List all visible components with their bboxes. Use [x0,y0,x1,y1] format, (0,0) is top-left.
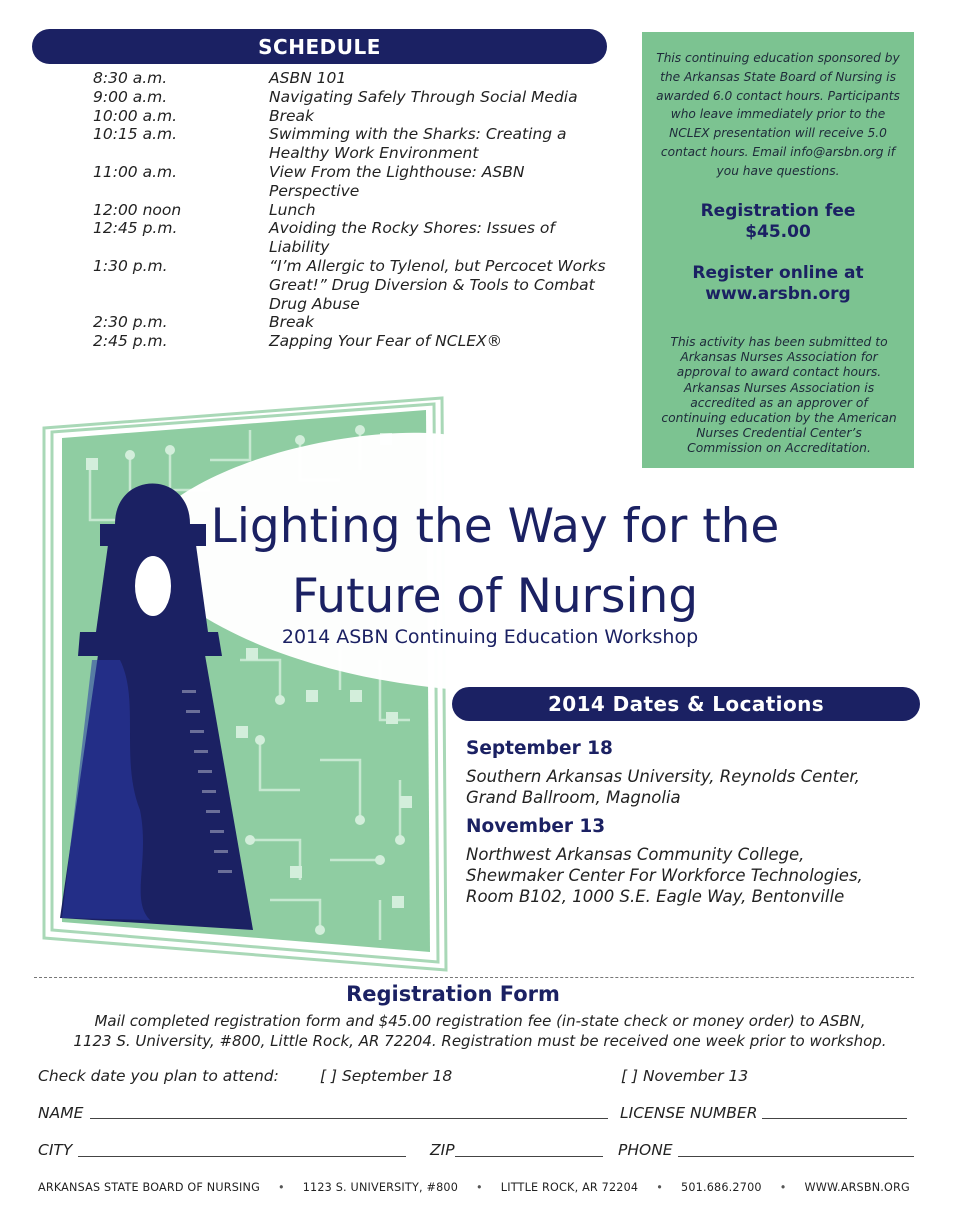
title-line-1: Lighting the Way for the [210,499,780,554]
license-number-field[interactable] [762,1117,907,1119]
event-location-line: Shewmaker Center For Workforce Technologies, [466,866,863,885]
form-title: Registration Form [346,982,560,1006]
schedule-time: 8:30 a.m. [93,69,168,87]
register-link[interactable]: www.arsbn.org [705,284,851,304]
phone-label: PHONE [618,1141,673,1159]
schedule-item [93,313,613,332]
schedule-header: SCHEDULE [32,29,607,64]
schedule-time: 12:45 p.m. [93,219,178,238]
name-label: NAME [38,1104,84,1122]
dates-header: 2014 Dates & Locations [452,687,920,721]
page-title [200,492,790,632]
event-date: September 18 [466,738,613,759]
event-location-line: Northwest Arkansas Community College, [466,845,805,864]
checkbox-september-18[interactable]: [ ] September 18 [320,1067,453,1085]
schedule-title: Zapping Your Fear of NCLEX® [269,332,503,351]
schedule-item [93,201,613,220]
event-location-line: Southern Arkansas University, Reynolds Center, [466,767,860,786]
footer-separator: • [277,1181,285,1194]
event-location-line: Grand Ballroom, Magnolia [466,788,681,807]
schedule-title: Navigating Safely Through Social Media [269,87,578,106]
footer-city: LITTLE ROCK, AR 72204 [500,1181,639,1194]
license-label: LICENSE NUMBER [620,1104,758,1122]
schedule-time: 11:00 a.m. [93,162,178,181]
schedule-item [93,332,613,351]
zip-field[interactable] [455,1155,603,1157]
phone-field[interactable] [678,1155,914,1157]
event-location [466,766,926,808]
form-instructions-line: 1123 S. University, #800, Little Rock, AR 72204. Registration must be received one week prior to workshop. [73,1031,887,1050]
event-date: November 13 [466,816,606,837]
form-instructions-line: Mail completed registration form and $45.00 registration fee (in-state check or money order) to ASBN, [94,1012,866,1030]
fee-amount: $45.00 [745,222,811,242]
city-label: CITY [38,1141,73,1159]
schedule-time: 10:15 a.m. [93,125,178,144]
title-line-2: Future of Nursing [291,569,699,624]
footer-address: 1123 S. UNIVERSITY, #800 [302,1181,459,1194]
schedule-item [93,219,613,257]
footer-separator: • [656,1181,664,1194]
schedule-time: 12:00 noon [93,200,182,219]
footer [38,1181,910,1194]
fee-label: Registration fee [700,201,856,221]
schedule-list [93,69,613,351]
event-location-line: Room B102, 1000 S.E. Eagle Way, Bentonville [466,887,845,906]
schedule-item [93,163,613,201]
page-subtitle: 2014 ASBN Continuing Education Workshop [281,626,699,648]
schedule-title: “I’m Allergic to Tylenol, but Percocet Works Great!” Drug Diversion & Tools to Combat Drug Abuse [269,256,606,313]
event-list [466,738,926,907]
schedule-time: 9:00 a.m. [93,87,168,106]
footer-org: ARKANSAS STATE BOARD OF NURSING [38,1181,260,1194]
cut-line [34,977,914,978]
schedule-item [93,257,613,313]
schedule-item [93,125,613,163]
footer-separator: • [779,1181,787,1194]
register-label: Register online at [692,263,864,283]
accreditation-text: This activity has been submitted to Arkansas Nurses Association for approval to award contact hours. Arkansas Nurses Association is accredited as an approver of continuing education by the American Nurses Credential Center’s Commission on Accreditation. [661,335,897,456]
schedule-item [93,88,613,107]
form-instructions [30,1012,930,1051]
schedule-title: Break [269,313,315,332]
schedule-time: 1:30 p.m. [93,256,168,275]
schedule-time: 2:30 p.m. [93,313,168,332]
footer-website[interactable]: WWW.ARSBN.ORG [804,1181,910,1194]
schedule-title: ASBN 101 [269,69,347,87]
check-date-label: Check date you plan to attend: [38,1067,279,1085]
schedule-title: Break [269,106,315,125]
schedule-time: 10:00 a.m. [93,106,178,125]
footer-phone: 501.686.2700 [681,1181,762,1194]
event-location [466,844,926,907]
schedule-title: View From the Lighthouse: ASBN Perspective [269,162,525,200]
schedule-title: Swimming with the Sharks: Creating a Healthy Work Environment [269,125,567,163]
city-field[interactable] [78,1155,406,1157]
schedule-time: 2:45 p.m. [93,332,168,351]
footer-separator: • [476,1181,483,1194]
schedule-item [93,107,613,126]
checkbox-november-13[interactable]: [ ] November 13 [621,1067,749,1085]
schedule-title: Avoiding the Rocky Shores: Issues of Liability [269,219,555,257]
name-field[interactable] [90,1117,608,1119]
sponsor-text: This continuing education sponsored by the Arkansas State Board of Nursing is awarded 6.0 contact hours. Participants who leave immediately prior to the NCLEX presentation will receive 5.0 contact hours. Email info@arsbn.org if you have questions. [656,51,900,178]
schedule-title: Lunch [269,200,316,219]
zip-label: ZIP [430,1141,455,1159]
schedule-item [93,69,613,88]
